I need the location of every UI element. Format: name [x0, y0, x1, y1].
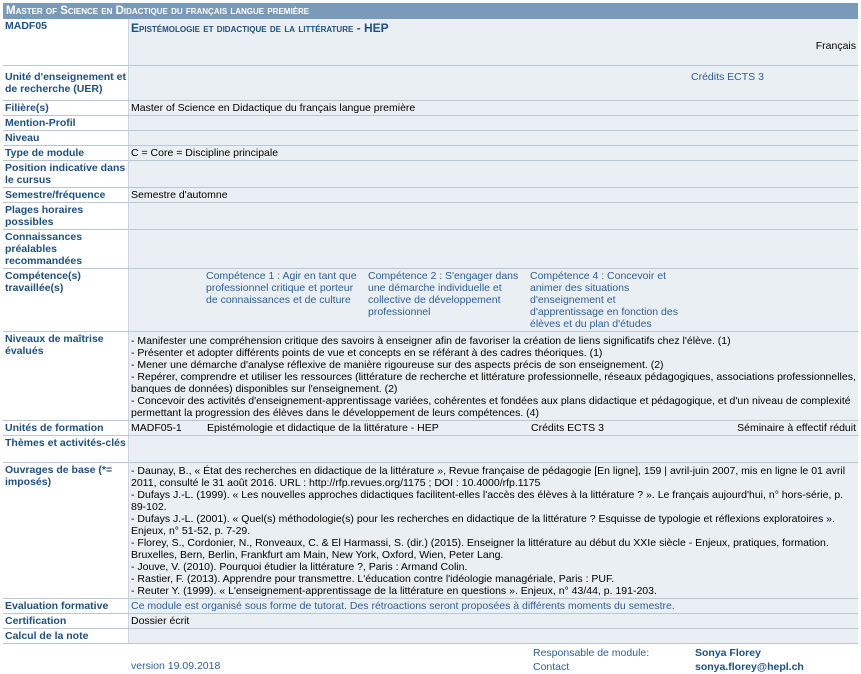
ouvrage-item: - Jouve, V. (2010). Pourquoi étudier la littérature ?, Paris : Armand Colin.	[131, 561, 468, 573]
competences-label: Compétence(s) travaillée(s)	[3, 269, 129, 331]
mention-label: Mention-Profil	[3, 116, 129, 130]
unites-row	[3, 421, 858, 436]
connaissances-value	[129, 230, 858, 268]
plages-value	[129, 203, 858, 229]
themes-label: Thèmes et activités-clés	[3, 436, 129, 462]
filiere-row	[3, 101, 858, 116]
contact-label: Contact	[533, 661, 570, 673]
semestre-value: Semestre d'automne	[129, 188, 858, 202]
unite-title: Epistémologie et didactique de la littérature - HEP	[207, 422, 439, 434]
certification-label: Certification	[3, 614, 129, 628]
calcul-value	[129, 629, 858, 643]
plages-label: Plages horaires possibles	[3, 203, 129, 229]
unite-credits: Crédits ECTS 3	[531, 422, 604, 434]
position-value	[129, 161, 858, 187]
ouvrages-row	[3, 463, 858, 599]
competence-item: Compétence 1 : Agir en tant que professionnel critique et porteur de connaissances et de culture	[206, 270, 357, 306]
position-row	[3, 161, 858, 188]
niveau-item: - Manifester une compréhension critique des savoirs à enseigner afin de favoriser la création de liens significatifs chez l'élève. (1)	[131, 335, 731, 347]
module-description	[3, 3, 858, 674]
niveau-item: - Présenter et adopter différents points de vue et concepts en se référant à des cadres théoriques. (1)	[131, 347, 603, 359]
competences-row	[3, 269, 858, 332]
responsable-name: Sonya Florey	[695, 647, 761, 659]
niveau-item: - Concevoir des activités d'enseignement-apprentissage variées, cohérentes et fondées aux plans didactique et pédagogique, et d'un niveau de complexité permettant la progression des élèves dans le développement de leurs compétences. (4)	[131, 395, 851, 419]
footer	[3, 644, 858, 674]
niveau-value	[129, 131, 858, 145]
mention-value	[129, 116, 858, 130]
semestre-label: Semestre/fréquence	[3, 188, 129, 202]
responsable-label: Responsable de module:	[533, 647, 650, 659]
calcul-row	[3, 629, 858, 644]
niveau-item: - Mener une démarche d'analyse réflexive de manière rigoureuse sur des aspects précis de son enseignement. (2)	[131, 359, 664, 371]
unite-format: Séminaire à effectif réduit	[737, 422, 856, 434]
type-value: C = Core = Discipline principale	[129, 146, 858, 160]
themes-row	[3, 436, 858, 463]
ouvrage-item: - Daunay, B., « État des recherches en didactique de la littérature », Revue française de pédagogie [En ligne], 159 | avril-juin 2007, mis en ligne le 01 avril 2011, consulté le 31 août 2016. URL : http://rfp.revues.org/1175 ; DOI : 10.4000/rfp.1175	[131, 465, 846, 489]
type-label: Type de module	[3, 146, 129, 160]
evaluation-label: Evaluation formative	[3, 599, 129, 613]
module-code: MADF05	[3, 19, 129, 65]
uer-label: Unité d'enseignement et de recherche (UER)	[3, 66, 129, 100]
certification-row	[3, 614, 858, 629]
niveau-label: Niveau	[3, 131, 129, 145]
certification-value: Dossier écrit	[129, 614, 858, 628]
ouvrages-label: Ouvrages de base (*= imposés)	[3, 463, 129, 598]
competence-item: Compétence 2 : S'engager dans une démarche individuelle et collective de développement professionnel	[368, 270, 519, 318]
position-label: Position indicative dans le cursus	[3, 161, 129, 187]
semestre-row	[3, 188, 858, 203]
program-title-bar: Master of Science en Didactique du français langue première	[3, 3, 858, 19]
contact-email[interactable]: sonya.florey@hepl.ch	[695, 661, 804, 673]
niveau-item: - Repérer, comprendre et utiliser les ressources (littérature de recherche et littérature professionnelle, réseaux pédagogiques, associations professionnelles, banques de données) disponibles sur l'enseignement. (2)	[131, 371, 856, 395]
module-language: Français	[815, 40, 856, 52]
ouvrage-item: - Reuter Y. (1999). « L'enseignement-apprentissage de la littérature en questions ». Enjeux, n° 43/44, p. 191-203.	[131, 585, 657, 597]
unite-code: MADF05-1	[131, 422, 182, 434]
module-title: Epistémologie et didactique de la littérature - HEP	[131, 21, 389, 35]
ouvrage-item: - Rastier, F. (2013). Apprendre pour transmettre. L'éducation contre l'idéologie managériale, Paris : PUF.	[131, 573, 615, 585]
niveaux-row	[3, 332, 858, 421]
filiere-value: Master of Science en Didactique du français langue première	[129, 101, 858, 115]
version: version 19.09.2018	[131, 660, 221, 672]
ouvrages-list	[129, 463, 858, 598]
niveau-row	[3, 131, 858, 146]
plages-row	[3, 203, 858, 230]
unites-label: Unités de formation	[3, 421, 129, 435]
mention-row	[3, 116, 858, 131]
evaluation-row	[3, 599, 858, 614]
competences-list	[206, 270, 856, 330]
ouvrage-item: - Florey, S., Cordonier, N., Ronveaux, C. & El Harmassi, S. (dir.) (2015). Enseigner la littérature au début du XXIe siècle - Enjeux, pratiques, formation. Bruxelles, Bern, Berlin, Frankfurt am Main, New York, Oxford, Wien, Peter Lang.	[131, 537, 829, 561]
uer-credits: Crédits ECTS 3	[691, 71, 764, 83]
uer-row	[3, 66, 858, 101]
evaluation-value: Ce module est organisé sous forme de tutorat. Des rétroactions seront proposées à différents moments du semestre.	[129, 599, 858, 613]
connaissances-label: Connaissances préalables recommandées	[3, 230, 129, 268]
ouvrage-item: - Dufays J.-L. (1999). « Les nouvelles approches didactiques facilitent-elles l'accès des élèves à la littérature ? ». Le français aujourd'hui, n° hors-série, p. 89-102.	[131, 489, 844, 513]
connaissances-row	[3, 230, 858, 269]
module-header-row	[3, 19, 858, 66]
ouvrage-item: - Dufays J.-L. (2001). « Quel(s) méthodologie(s) pour les recherches en didactique de la littérature ? Esquisse de typologie et réflexions exploratoires ». Enjeux, n° 51-52, p. 7-29.	[131, 513, 835, 537]
niveaux-label: Niveaux de maîtrise évalués	[3, 332, 129, 420]
niveaux-list	[129, 332, 858, 420]
filiere-label: Filière(s)	[3, 101, 129, 115]
themes-value	[129, 436, 858, 462]
competence-item: Compétence 4 : Concevoir et animer des situations d'enseignement et d'apprentissage en fonction des élèves et du plan d'études	[530, 270, 678, 330]
calcul-label: Calcul de la note	[3, 629, 129, 643]
type-row	[3, 146, 858, 161]
